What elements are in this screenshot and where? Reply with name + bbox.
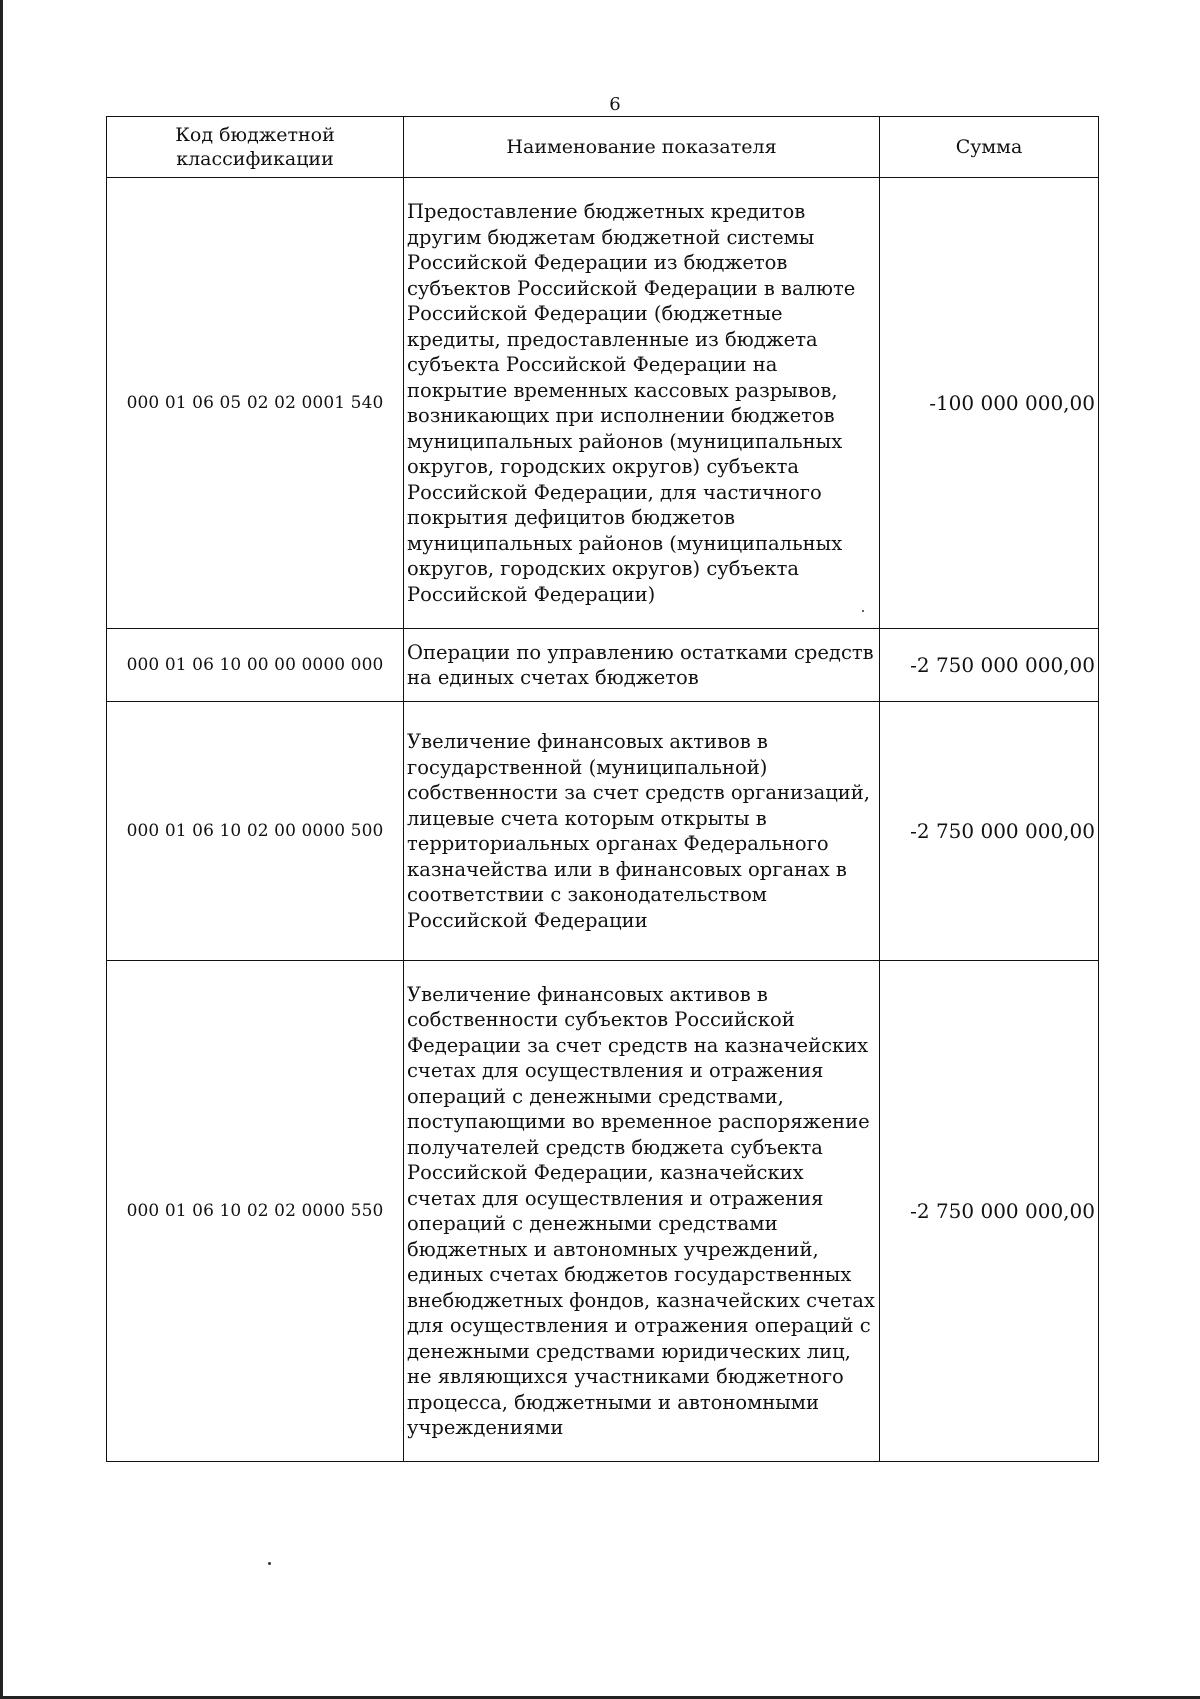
row-sum: -2 750 000 000,00	[880, 702, 1099, 961]
row-code: 000 01 06 10 00 00 0000 000	[107, 629, 404, 702]
scan-speck	[268, 1562, 271, 1565]
row-name: Увеличение финансовых активов в собственности субъектов Российской Федерации за счет средств на казначейских счетах для осуществления и отражения операций с денежными средствами, поступающими во временное распоряжение получателей средств бюджета субъекта Российской Федерации, казначейских счетах для осуществления и отражения операций с денежными средствами бюджетных и автономных учреждений, единых счетах бюджетов государственных внебюджетных фондов, казначейских счетах для осуществления и отражения операций с денежными средствами юридических лиц, не являющихся участниками бюджетного процесса, бюджетными и автономными учреждениями	[404, 961, 880, 1462]
row-code: 000 01 06 10 02 02 0000 550	[107, 961, 404, 1462]
row-sum: -2 750 000 000,00	[880, 961, 1099, 1462]
table-row	[107, 178, 1099, 629]
table-header-row	[107, 117, 1099, 178]
row-name: Предоставление бюджетных кредитов другим бюджетам бюджетной системы Российской Федерации из бюджетов субъектов Российской Федерации в валюте Российской Федерации (бюджетные кредиты, предоставленные из бюджета субъекта Российской Федерации на покрытие временных кассовых разрывов, возникающих при исполнении бюджетов муниципальных районов (муниципальных округов, городских округов) субъекта Российской Федерации, для частичного покрытия дефицитов бюджетов муниципальных районов (муниципальных округов, городских округов) субъекта Российской Федерации)	[404, 178, 880, 629]
table-row	[107, 629, 1099, 702]
row-name: Увеличение финансовых активов в государственной (муниципальной) собственности за счет средств организаций, лицевые счета которым открыты в территориальных органах Федерального казначейства или в финансовых органах в соответствии с законодательством Российской Федерации	[404, 702, 880, 961]
budget-classification-table	[106, 116, 1099, 1462]
header-name: Наименование показателя	[404, 117, 880, 178]
header-sum: Сумма	[880, 117, 1099, 178]
page-number: 6	[609, 94, 621, 115]
row-name: Операции по управлению остатками средств на единых счетах бюджетов	[404, 629, 880, 702]
row-sum: -100 000 000,00	[880, 178, 1099, 629]
table-row	[107, 961, 1099, 1462]
row-code: 000 01 06 10 02 00 0000 500	[107, 702, 404, 961]
row-code: 000 01 06 05 02 02 0001 540	[107, 178, 404, 629]
table-row	[107, 702, 1099, 961]
row-sum: -2 750 000 000,00	[880, 629, 1099, 702]
scan-speck	[862, 610, 864, 612]
scan-edge-left	[0, 0, 3, 1699]
header-code: Код бюджетной классификации	[107, 117, 404, 178]
